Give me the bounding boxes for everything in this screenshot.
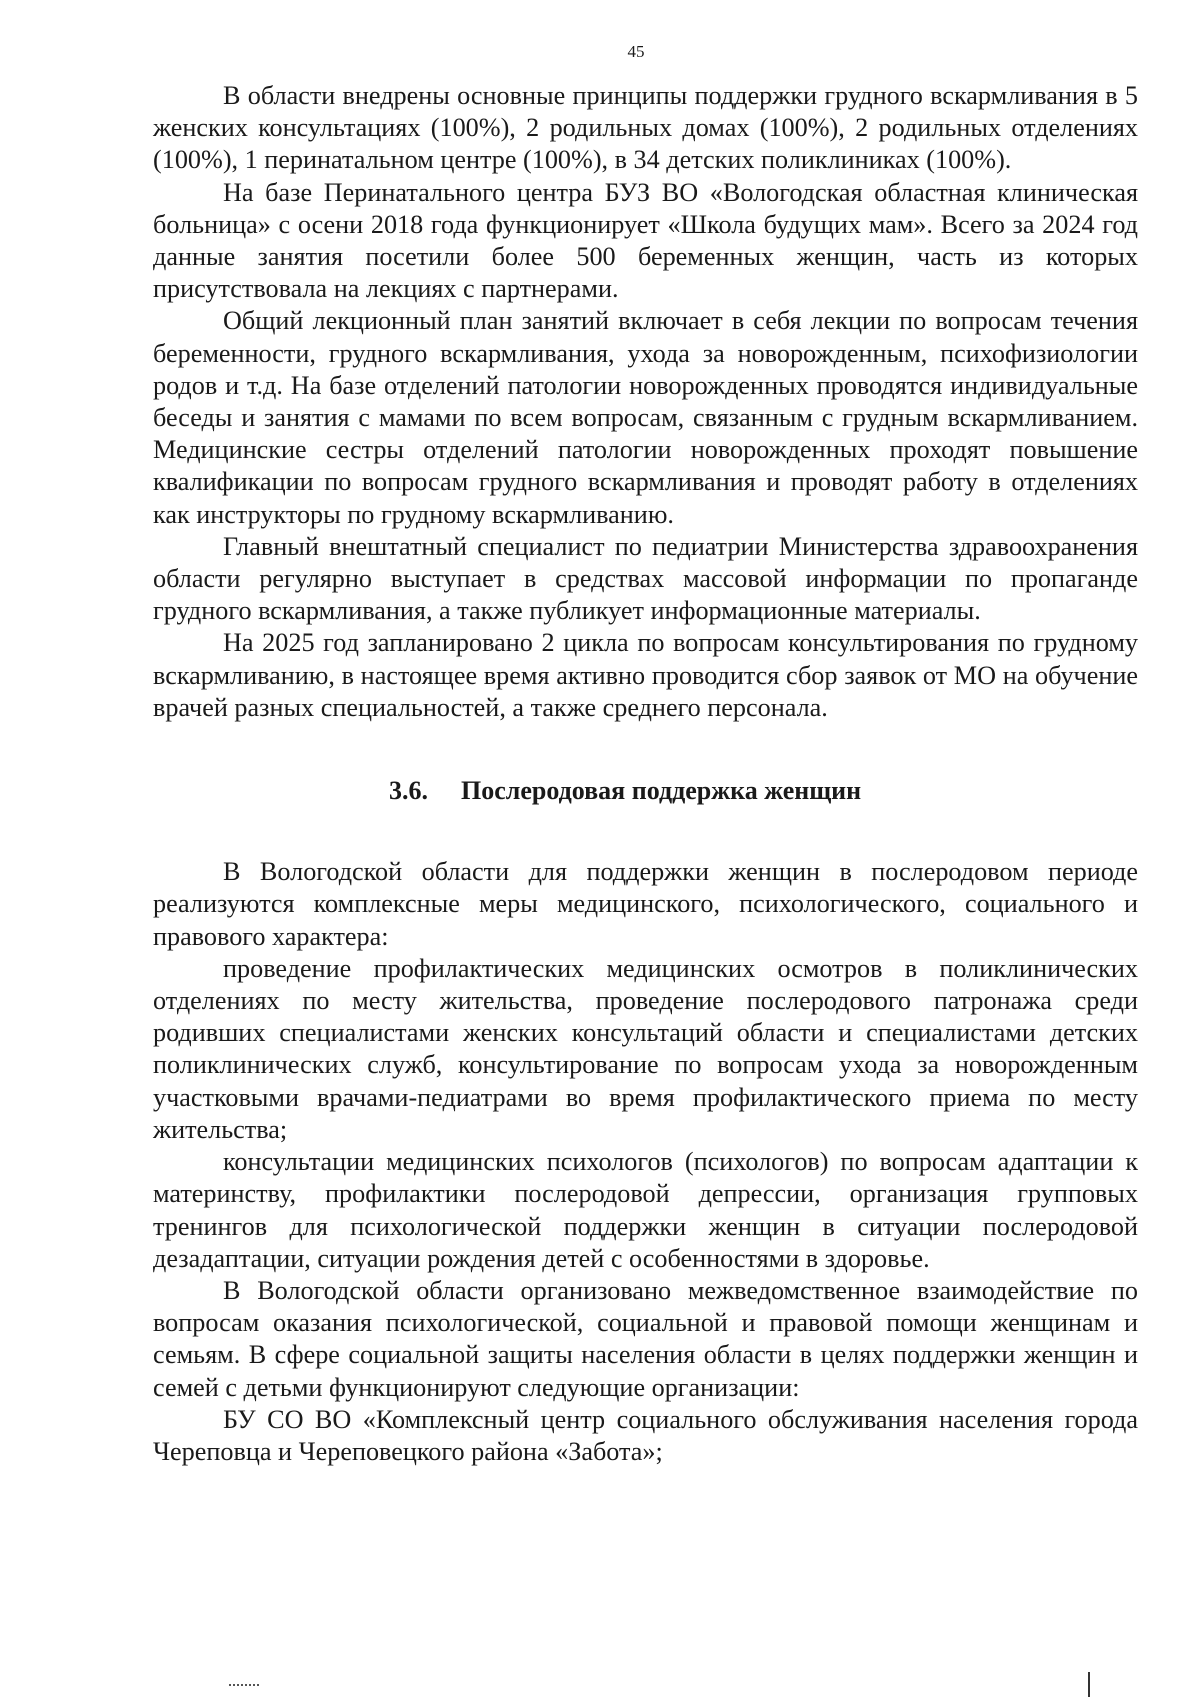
page-content	[153, 80, 1138, 1468]
paragraph-chief-specialist: Главный внештатный специалист по педиатрии Министерства здравоохранения области регулярно выступает в средствах массовой информации по пропаганде грудного вскармливания, а также публикует информационные материалы.	[153, 531, 1138, 626]
paragraph-school-for-mothers: На базе Перинатального центра БУЗ ВО «Вологодская областная клиническая больница» с осени 2018 года функционирует «Школа будущих мам». Всего за 2024 год данные занятия посетили более 500 беременных женщин, часть из которых присутствовала на лекциях с партнерами.	[153, 177, 1138, 304]
paragraph-breastfeeding-principles: В области внедрены основные принципы поддержки грудного вскармливания в 5 женских консультациях (100%), 2 родильных домах (100%), 2 родильных отделениях (100%), 1 перинатальном центре (100%), в 34 детских поликлиниках (100%).	[153, 81, 1138, 175]
paragraph-postpartum-measures: В Вологодской области для поддержки женщин в послеродовом периоде реализуются комплексные меры медицинского, психологического, социального и правового характера:	[153, 857, 1138, 951]
section-number: 3.6.	[389, 776, 428, 806]
paragraph-medical-checkups: проведение профилактических медицинских осмотров в поликлинических отделениях по месту жительства, проведение послеродового патронажа среди родивших специалистами женских консультаций области и специалистами детских поликлинических служб, консультирование по вопросам ухода за новорожденным участковыми врачами-педиатрами во время профилактического приема по месту жительства;	[153, 953, 1138, 1144]
paragraph-social-center: БУ СО ВО «Комплексный центр социального обслуживания населения города Череповца и Череповецкого района «Забота»;	[153, 1404, 1138, 1466]
paragraph-2025-plan: На 2025 год запланировано 2 цикла по вопросам консультирования по грудному вскармливанию, в настоящее время активно проводится сбор заявок от МО на обучение врачей разных специальностей, а также среднего персонала.	[153, 628, 1138, 722]
section-heading	[153, 775, 1138, 807]
scan-artifact-right	[1088, 1672, 1090, 1697]
page-number: 45	[627, 42, 645, 61]
paragraph-interagency-cooperation: В Вологодской области организовано межведомственное взаимодействие по вопросам оказания психологической, социальной и правовой помощи женщинам и семьям. В сфере социальной защиты населения области в целях поддержки женщин и семей с детьми функционируют следующие организации:	[153, 1275, 1138, 1402]
section-title: Послеродовая поддержка женщин	[461, 776, 862, 806]
paragraph-lecture-plan: Общий лекционный план занятий включает в себя лекции по вопросам течения беременности, грудного вскармливания, ухода за новорожденным, психофизиологии родов и т.д. На базе отделений патологии новорожденных проводятся индивидуальные беседы и занятия с мамами по всем вопросам, связанным с грудным вскармливанием. Медицинские сестры отделений патологии новорожденных проходят повышение квалификации по вопросам грудного вскармливания и проводят работу в отделениях как инструкторы по грудному вскармливанию.	[153, 306, 1138, 529]
paragraph-psychologist-consultations: консультации медицинских психологов (психологов) по вопросам адаптации к материнству, профилактики послеродовой депрессии, организация групповых тренингов для психологической поддержки женщин в ситуации послеродовой дезадаптации, ситуации рождения детей с особенностями в здоровье.	[153, 1147, 1138, 1273]
scan-artifact-left	[229, 1684, 259, 1688]
